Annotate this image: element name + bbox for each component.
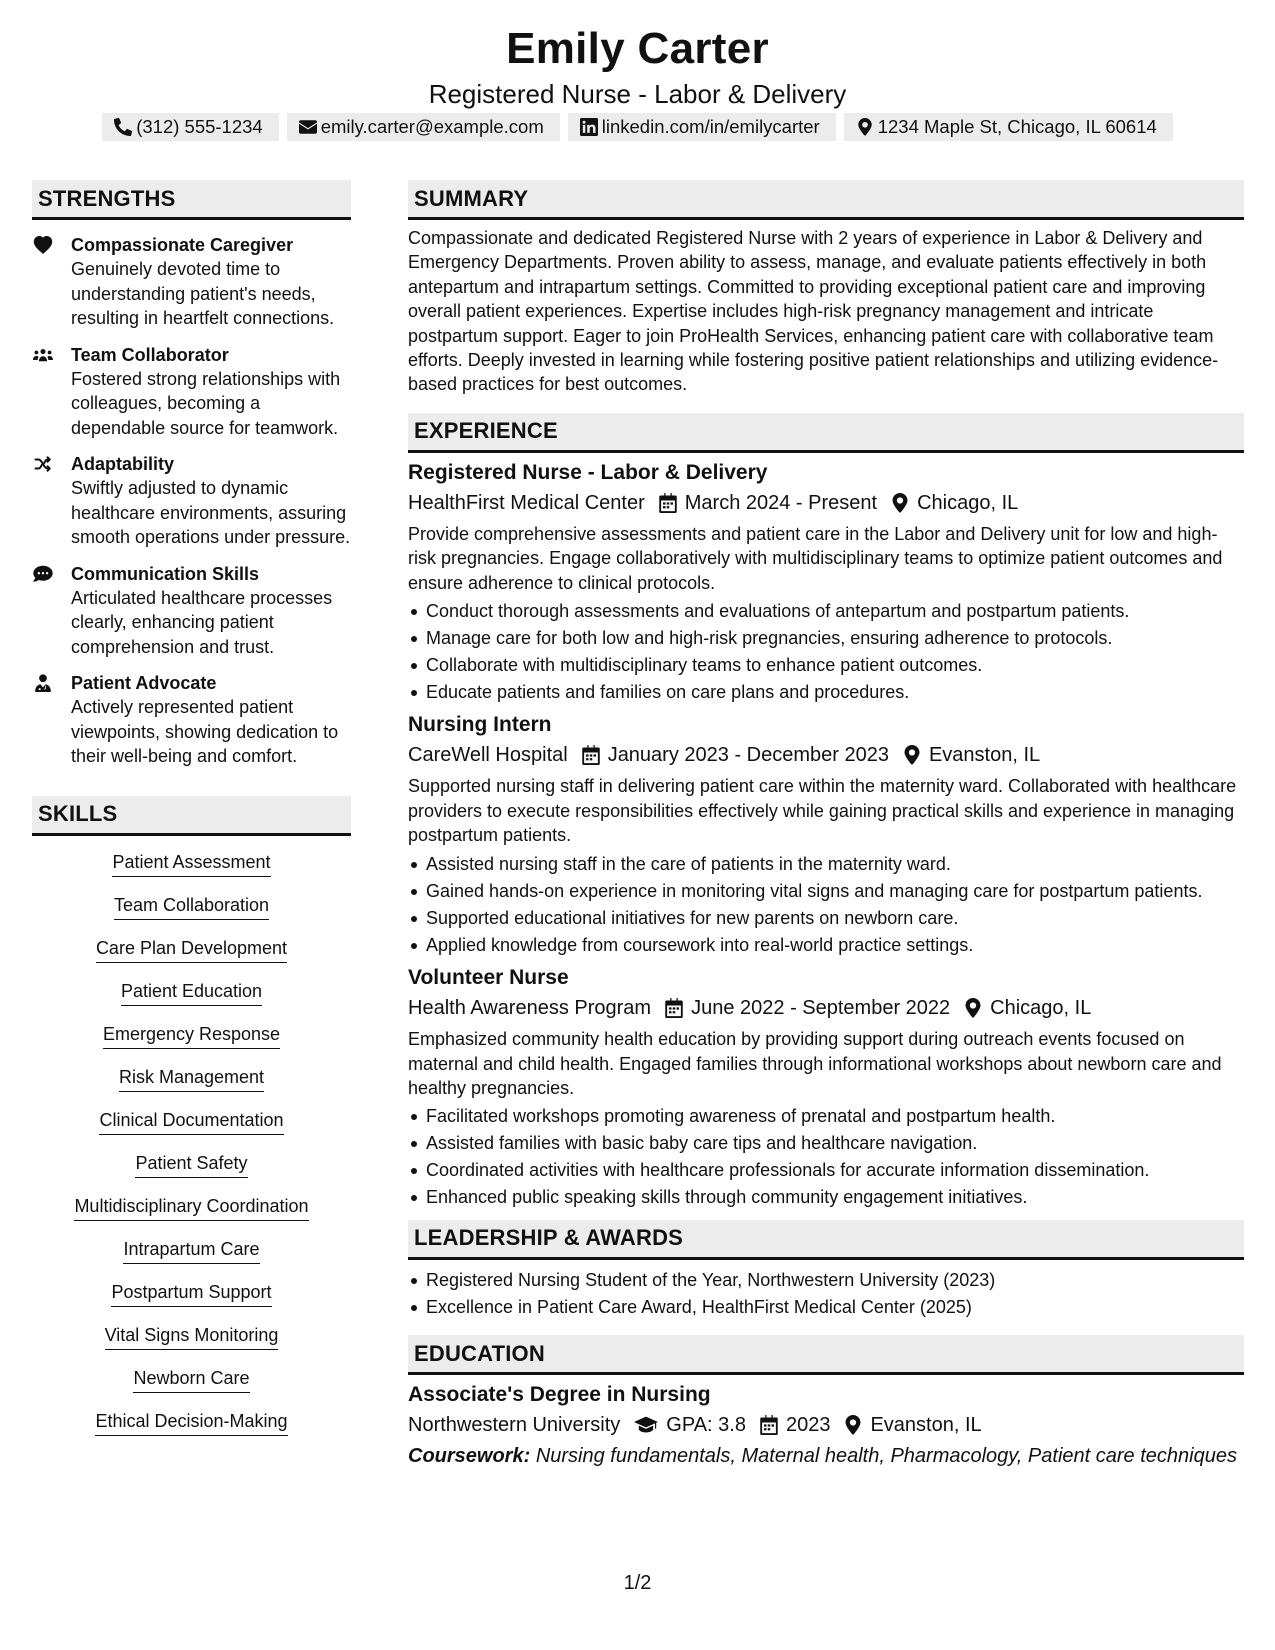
contact-phone[interactable] — [102, 113, 279, 141]
candidate-headline: Registered Nurse - Labor & Delivery — [428, 79, 847, 109]
skill-item: Vital Signs Monitoring — [105, 1323, 279, 1350]
map-pin-icon — [903, 745, 921, 765]
strength-item — [32, 343, 351, 441]
list-item: Registered Nursing Student of the Year, Northwestern University (2023) — [408, 1268, 1244, 1292]
coursework-label: Coursework: — [408, 1445, 531, 1468]
skill-item: Patient Safety — [135, 1151, 247, 1178]
heart-icon — [33, 236, 53, 254]
job-description: Provide comprehensive assessments and patient care in the Labor and Delivery unit for low and high-risk pregnancies. Engage collaboratively with multidisciplinary teams to optimize patient outcomes and ensure adherence to clinical protocols. — [408, 523, 1223, 593]
resume-header — [0, 22, 1275, 110]
phone-icon — [114, 118, 132, 136]
users-icon — [33, 346, 53, 364]
strength-title: Communication Skills — [71, 563, 260, 584]
strength-description: Fostered strong relationships with colleagues, becoming a dependable source for teamwork. — [71, 368, 341, 438]
job-bullets — [408, 852, 1244, 957]
contact-email-text: emily.carter@example.com — [320, 116, 544, 137]
list-item: Applied knowledge from coursework into real-world practice settings. — [408, 933, 1244, 957]
job-bullets — [408, 599, 1244, 704]
skill-item: Patient Assessment — [112, 850, 270, 877]
education-meta — [408, 1410, 1244, 1440]
strength-item — [32, 452, 351, 550]
job-description: Supported nursing staff in delivering patient care within the maternity ward. Collaborated with healthcare providers to execute responsibilities effectively while gaining practical skills and experience in managing postpartum patients. — [408, 776, 1237, 846]
list-item: Assisted nursing staff in the care of patients in the maternity ward. — [408, 852, 1244, 876]
degree-title: Associate's Degree in Nursing — [408, 1383, 711, 1407]
experience-section-title: EXPERIENCE — [408, 413, 1244, 453]
list-item: Conduct thorough assessments and evaluations of antepartum and postpartum patients. — [408, 599, 1244, 623]
calendar-icon — [760, 1415, 778, 1435]
skill-item: Clinical Documentation — [99, 1108, 283, 1135]
job-bullets — [408, 1104, 1244, 1209]
list-item: Gained hands-on experience in monitoring vital signs and managing care for postpartum patients. — [408, 879, 1244, 903]
job-location: Chicago, IL — [917, 491, 1019, 514]
graduation-year: 2023 — [785, 1414, 831, 1437]
strength-description: Articulated healthcare processes clearly, enhancing patient comprehension and trust. — [71, 587, 333, 657]
skill-item: Team Collaboration — [114, 893, 269, 920]
map-pin-icon — [964, 998, 982, 1018]
graduation-cap-icon — [634, 1415, 658, 1435]
list-item: Educate patients and families on care plans and procedures. — [408, 680, 1244, 704]
candidate-name: Emily Carter — [506, 24, 769, 73]
calendar-icon — [659, 493, 677, 513]
list-item: Supported educational initiatives for new parents on newborn care. — [408, 906, 1244, 930]
list-item: Excellence in Patient Care Award, HealthFirst Medical Center (2025) — [408, 1295, 1244, 1319]
list-item: Assisted families with basic baby care tips and healthcare navigation. — [408, 1131, 1244, 1155]
gpa: GPA: 3.8 — [666, 1414, 746, 1437]
education-entry — [408, 1381, 1244, 1469]
list-item: Enhanced public speaking skills through community engagement initiatives. — [408, 1185, 1244, 1209]
job-meta — [408, 993, 1244, 1023]
education-section-title: EDUCATION — [408, 1335, 1244, 1375]
map-pin-icon — [844, 1415, 862, 1435]
strength-description: Swiftly adjusted to dynamic healthcare environments, assuring smooth operations under pressure. — [71, 478, 351, 547]
strength-title: Compassionate Caregiver — [71, 235, 294, 255]
skills-list — [32, 850, 351, 1436]
contact-email[interactable] — [287, 113, 560, 141]
job-organization: CareWell Hospital — [408, 744, 568, 767]
skill-item: Postpartum Support — [111, 1280, 271, 1307]
main-column — [408, 180, 1244, 1469]
strength-description: Genuinely devoted time to understanding patient's needs, resulting in heartfelt connections. — [71, 259, 335, 328]
envelope-icon — [299, 118, 317, 136]
job-meta — [408, 488, 1244, 518]
strength-description: Actively represented patient viewpoints, showing dedication to their well-being and comfort. — [71, 697, 339, 766]
job-meta — [408, 740, 1244, 770]
skill-item: Care Plan Development — [96, 936, 287, 963]
contact-bar — [0, 113, 1275, 141]
strength-title: Team Collaborator — [71, 344, 229, 365]
job-dates: January 2023 - December 2023 — [607, 744, 889, 767]
job-title: Registered Nurse - Labor & Delivery — [408, 460, 768, 484]
strengths-section-title: STRENGTHS — [32, 180, 351, 220]
linkedin-icon — [580, 118, 598, 136]
strength-title: Adaptability — [71, 454, 175, 474]
job-location: Chicago, IL — [990, 997, 1092, 1020]
school-location: Evanston, IL — [870, 1414, 982, 1437]
skill-item: Multidisciplinary Coordination — [74, 1194, 308, 1221]
coursework-text: Nursing fundamentals, Maternal health, Pharmacology, Patient care techniques — [535, 1445, 1237, 1468]
job-location: Evanston, IL — [928, 744, 1041, 767]
awards-list — [408, 1268, 1244, 1319]
skill-item: Newborn Care — [133, 1366, 249, 1393]
job-dates: June 2022 - September 2022 — [691, 997, 951, 1020]
strength-item — [32, 562, 351, 660]
summary-text: Compassionate and dedicated Registered Nurse with 2 years of experience in Labor & Delivery and Emergency Departments. Proven ability to assess, manage, and evaluate patients effectively in both antepartum and intrapartum settings. Committed to providing exceptional patient care and improving overall patient experiences. Expertise includes high-risk pregnancy management and intricate postpartum support. Eager to join ProHealth Services, enhancing patient care with collaborative team efforts. Deeply invested in learning while fostering positive patient relationships and utilizing evidence-based practices for best outcomes. — [408, 228, 1219, 395]
strength-item — [32, 671, 351, 769]
skill-item: Emergency Response — [103, 1022, 280, 1049]
experience-entry — [408, 711, 1244, 957]
map-pin-icon — [891, 493, 909, 513]
summary-section-title: SUMMARY — [408, 180, 1244, 220]
skills-section-title: SKILLS — [32, 796, 351, 836]
job-dates: March 2024 - Present — [684, 491, 878, 514]
contact-phone-text: (312) 555-1234 — [136, 116, 263, 137]
skill-item: Ethical Decision-Making — [95, 1409, 287, 1436]
strength-item — [32, 233, 351, 331]
skill-item: Patient Education — [121, 979, 262, 1006]
list-item: Manage care for both low and high-risk pregnancies, ensuring adherence to protocols. — [408, 626, 1244, 650]
sidebar — [32, 180, 351, 1452]
coursework — [408, 1444, 1244, 1469]
calendar-icon — [665, 998, 683, 1018]
list-item: Collaborate with multidisciplinary teams to enhance patient outcomes. — [408, 653, 1244, 677]
strength-title: Patient Advocate — [71, 673, 217, 693]
chat-icon — [33, 565, 53, 583]
list-item: Facilitated workshops promoting awareness of prenatal and postpartum health. — [408, 1104, 1244, 1128]
job-organization: Health Awareness Program — [408, 997, 652, 1020]
skill-item: Risk Management — [119, 1065, 264, 1092]
skill-item: Intrapartum Care — [123, 1237, 259, 1264]
contact-address — [844, 113, 1173, 141]
awards-section-title: LEADERSHIP & AWARDS — [408, 1220, 1244, 1260]
job-description: Emphasized community health education by providing support during outreach events focused on maternal and child health. Engaged families through informational workshops about newborn care and healthy pregnancies. — [408, 1029, 1222, 1098]
calendar-icon — [582, 745, 600, 765]
job-title: Nursing Intern — [408, 713, 552, 737]
contact-linkedin-text: linkedin.com/in/emilycarter — [601, 116, 820, 137]
list-item: Coordinated activities with healthcare professionals for accurate information dissemination. — [408, 1158, 1244, 1182]
contact-address-text: 1234 Maple St, Chicago, IL 60614 — [877, 116, 1157, 137]
contact-linkedin[interactable] — [568, 113, 836, 141]
map-pin-icon — [856, 118, 874, 136]
shuffle-icon — [33, 455, 53, 473]
experience-entry — [408, 964, 1244, 1210]
job-organization: HealthFirst Medical Center — [408, 491, 645, 514]
page-number: 1/2 — [623, 1572, 652, 1594]
school-name: Northwestern University — [408, 1414, 621, 1437]
doctor-icon — [33, 674, 53, 692]
experience-entry — [408, 459, 1244, 705]
job-title: Volunteer Nurse — [408, 966, 569, 990]
